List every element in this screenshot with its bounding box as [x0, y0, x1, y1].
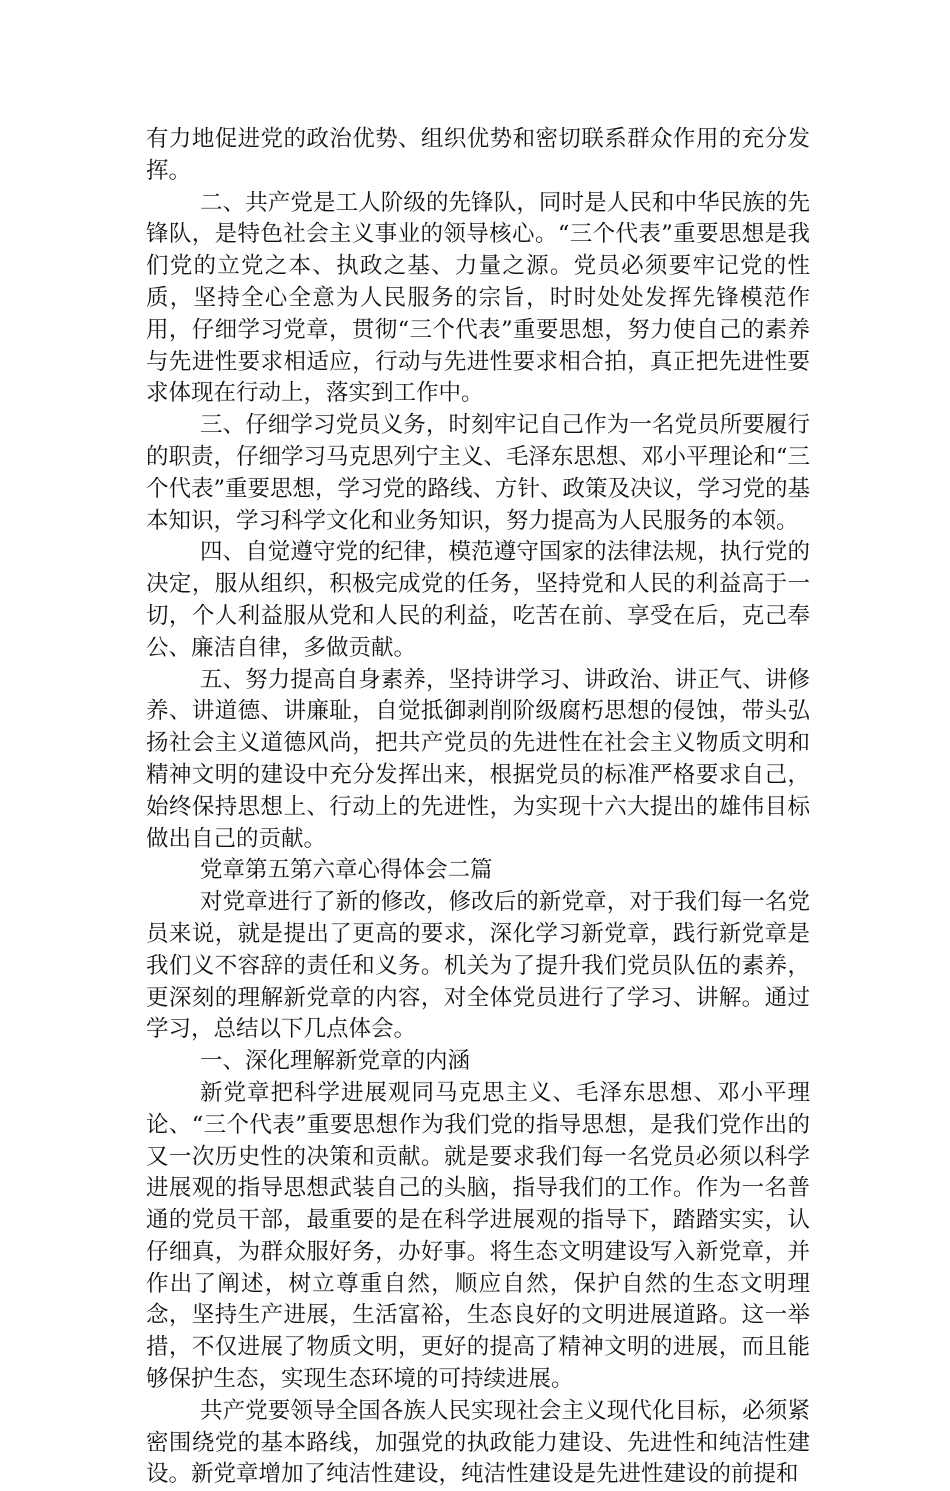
paragraph: 五、努力提高自身素养，坚持讲学习、讲政治、讲正气、讲修养、讲道德、讲廉耻，自觉抵御剥削阶级腐朽思想的侵蚀，带头弘扬社会主义道德风尚，把共产党员的先进性在社会主义物质文明和精神文明的建设中充分发挥出来，根据党员的标准严格要求自己，始终保持思想上、行动上的先进性，为实现十六大提出的雄伟目标做出自己的贡献。 [146, 666, 810, 852]
section-heading: 党章第五第六章心得体会二篇 [200, 857, 493, 884]
document-body [146, 124, 810, 1491]
paragraph: 新党章把科学进展观同马克思主义、毛泽东思想、邓小平理论、“三个代表”重要思想作为我们党的指导思想，是我们党作出的又一次历史性的决策和贡献。就是要求我们每一名党员必须以科学进展观的指导思想武装自己的头脑，指导我们的工作。作为一名普通的党员干部，最重要的是在科学进展观的指导下，踏踏实实，认仔细真，为群众服好务，办好事。将生态文明建设写入新党章，并作出了阐述，树立尊重自然，顺应自然，保护自然的生态文明理念，坚持生产进展，生活富裕，生态良好的文明进展道路。这一举措，不仅进展了物质文明，更好的提高了精神文明的进展，而且能够保护生态，实现生态环境的可持续进展。 [146, 1079, 810, 1393]
paragraph: 对党章进行了新的修改，修改后的新党章，对于我们每一名党员来说，就是提出了更高的要求，深化学习新党章，践行新党章是我们义不容辞的责任和义务。机关为了提升我们党员队伍的素养，更深刻的理解新党章的内容，对全体党员进行了学习、讲解。通过学习，总结以下几点体会。 [146, 889, 810, 1043]
paragraph: 三、仔细学习党员义务，时刻牢记自己作为一名党员所要履行的职责，仔细学习马克思列宁主义、毛泽东思想、邓小平理论和“三个代表”重要思想，学习党的路线、方针、政策及决议，学习党的基本知识，学习科学文化和业务知识，努力提高为人民服务的本领。 [146, 412, 811, 534]
paragraph: 共产党要领导全国各族人民实现社会主义现代化目标，必须紧密围绕党的基本路线，加强党的执政能力建设、先进性和纯洁性建设。新党章增加了纯洁性建设，纯洁性建设是先进性建设的前提和 [146, 1397, 810, 1488]
paragraph: 有力地促进党的政治优势、组织优势和密切联系群众作用的充分发挥。 [146, 126, 810, 184]
paragraph: 四、自觉遵守党的纪律，模范遵守国家的法律法规，执行党的决定，服从组织，积极完成党的任务，坚持党和人民的利益高于一切，个人利益服从党和人民的利益，吃苦在前、享受在后，克己奉公、廉洁自律，多做贡献。 [146, 539, 810, 661]
subsection-heading: 一、深化理解新党章的内涵 [200, 1048, 471, 1075]
paragraph: 二、共产党是工人阶级的先锋队，同时是人民和中华民族的先锋队，是特色社会主义事业的领导核心。“三个代表”重要思想是我们党的立党之本、执政之基、力量之源。党员必须要牢记党的性质，坚持全心全意为人民服务的宗旨，时时处处发挥先锋模范作用，仔细学习党章，贯彻“三个代表”重要思想，努力使自己的素养与先进性要求相适应，行动与先进性要求相合拍，真正把先进性要求体现在行动上，落实到工作中。 [146, 189, 810, 407]
